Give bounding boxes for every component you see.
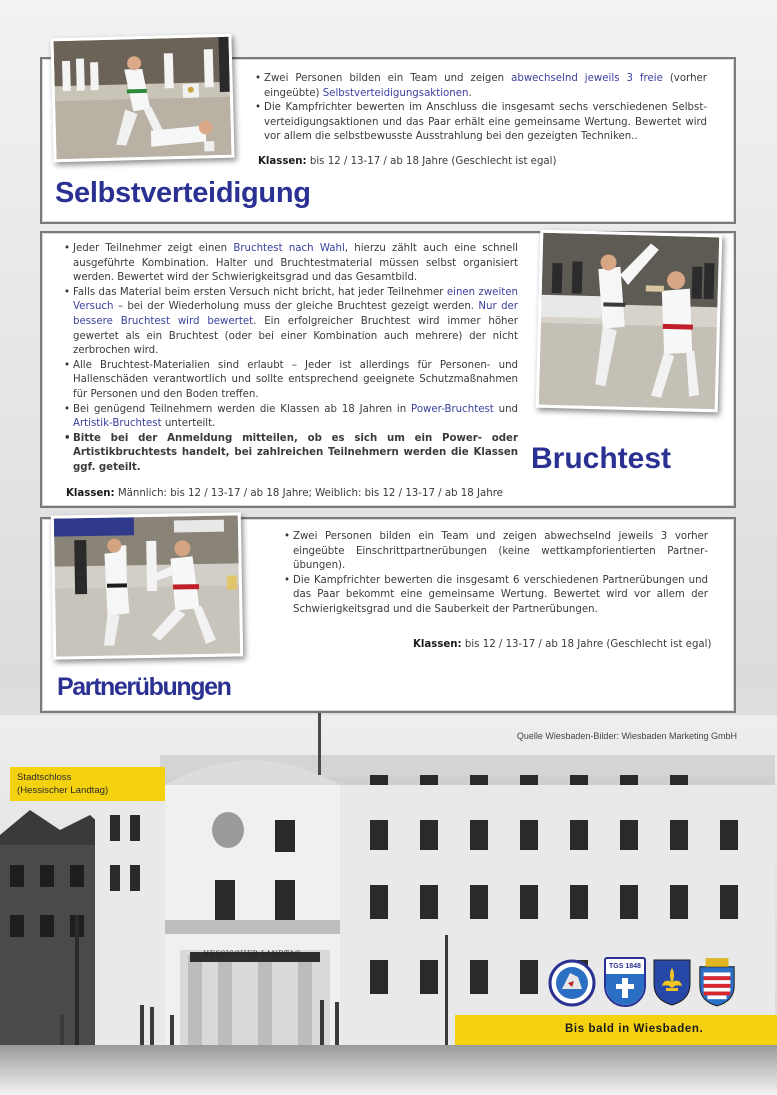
farewell-banner [455,1015,777,1045]
hesse-lion-crest-icon [696,957,738,1007]
fleur-de-lis-crest-icon [652,958,692,1006]
farewell-text: Bis bald in Wiesbaden. [565,1023,704,1035]
tgs-year: 1848 [625,963,641,970]
breaking-test-classes: Klassen: Männlich: bis 12 / 13-17 / ab 18 Jahre; Weiblich: bis 12 / 13-17 / ab 18 Jahre [66,488,503,499]
self-defense-photo [50,34,234,163]
partner-exercise-photo [51,512,243,659]
self-defense-bullet-1: • Zwei Personen bilden ein Team und zeigen abwechselnd jeweils 3 freie (vorher eingeübte) Selbstverteidigungsaktionen. [255,72,707,101]
breaking-test-bullet-2: • Falls das Material beim ersten Versuch nicht bricht, hat jeder Teilnehmer einen zweiten Versuch – bei der Wiederholung muss der gleiche Bruchtest gezeigt werden. Nur der bessere Bruchtest wird bewertet. Ein erfolgreicher Bruchtest wird immer höher gewertet als ein Bruchtest (oder bei einer Kombination auch mehrere) der nicht zerbrochen wird. [64,286,518,359]
breaking-test-photo-icon [539,233,719,410]
breaking-test-bullet-3: • Alle Bruchtest-Materialien sind erlaubt – Jeder ist allerdings für Personen- und Hallenschäden verantwortlich und sollte entsprechend geeignete Schutzmaßnahmen für Personen und den Boden treffen. [64,359,518,403]
sponsor-logos [548,957,738,1009]
partner-exercise-heading: Partnerübungen [57,673,231,701]
tgs-logo-icon [604,957,646,1007]
location-line-2: (Hessischer Landtag) [17,785,109,796]
breaking-test-bullets [64,242,518,476]
building-sign: HESSISCHER LANDTAG [203,950,301,958]
breaking-test-photo [536,230,723,413]
self-defense-photo-icon [53,37,231,160]
partner-exercise-bullet-2: • Die Kampfrichter bewerten die insgesamt 6 verschiedenen Partnerübungen und das Paar bekommt eine gemeinsame Wertung. Bewertet wird vor allem der Schwierigkeitsgrad und die Sauberkeit der Partnerübungen. [284,574,708,618]
tgs-name: TGS [609,963,624,970]
source-credit: Quelle Wiesbaden-Bilder: Wiesbaden Marketing GmbH [516,731,737,741]
partner-exercise-photo-icon [54,515,240,656]
club-logo-icon [548,959,596,1007]
location-line-1: Stadtschloss [17,772,72,783]
location-label [10,767,165,801]
breaking-test-bullet-1: • Jeder Teilnehmer zeigt einen Bruchtest nach Wahl, hierzu zählt auch eine schnell ausgeführte Kombination. Halter und Bruchtestmaterial müssen selbst organisiert werden. Bewertet wird der Schwierigkeitsgrad und das Gesamtbild. [64,242,518,286]
self-defense-heading: Selbstverteidigung [55,177,311,209]
self-defense-bullet-2: • Die Kampfrichter bewerten im Anschluss die insgesamt sechs verschiedenen Selbstverteidigungsaktionen und das Paar erhält eine gemeinsame Wertung. Bewertet wird vor allem die selbstbewusste Ausstrahlung bei den gezeigten Techniken.. [255,101,707,145]
partner-exercise-bullets [284,530,708,618]
partner-exercise-classes: Klassen: bis 12 / 13-17 / ab 18 Jahre (Geschlecht ist egal) [413,639,712,650]
self-defense-classes: Klassen: bis 12 / 13-17 / ab 18 Jahre (Geschlecht ist egal) [258,156,557,167]
partner-exercise-bullet-1: • Zwei Personen bilden ein Team und zeigen abwechselnd jeweils 3 vorher eingeübte Einschrittpartnerübungen (keine wettkampforientierten Partnerübungen). [284,530,708,574]
breaking-test-bullet-5: • Bitte bei der Anmeldung mitteilen, ob es sich um ein Power- oder Artistikbruchtests handelt, bei zahlreichen Teilnehmern werden die Klassen ggf. geteilt. [64,432,518,476]
breaking-test-bullet-4: • Bei genügend Teilnehmern werden die Klassen ab 18 Jahren in Power-Bruchtest und Artistik-Bruchtest unterteilt. [64,403,518,432]
self-defense-bullets [255,72,707,145]
breaking-test-heading: Bruchtest [531,442,672,475]
